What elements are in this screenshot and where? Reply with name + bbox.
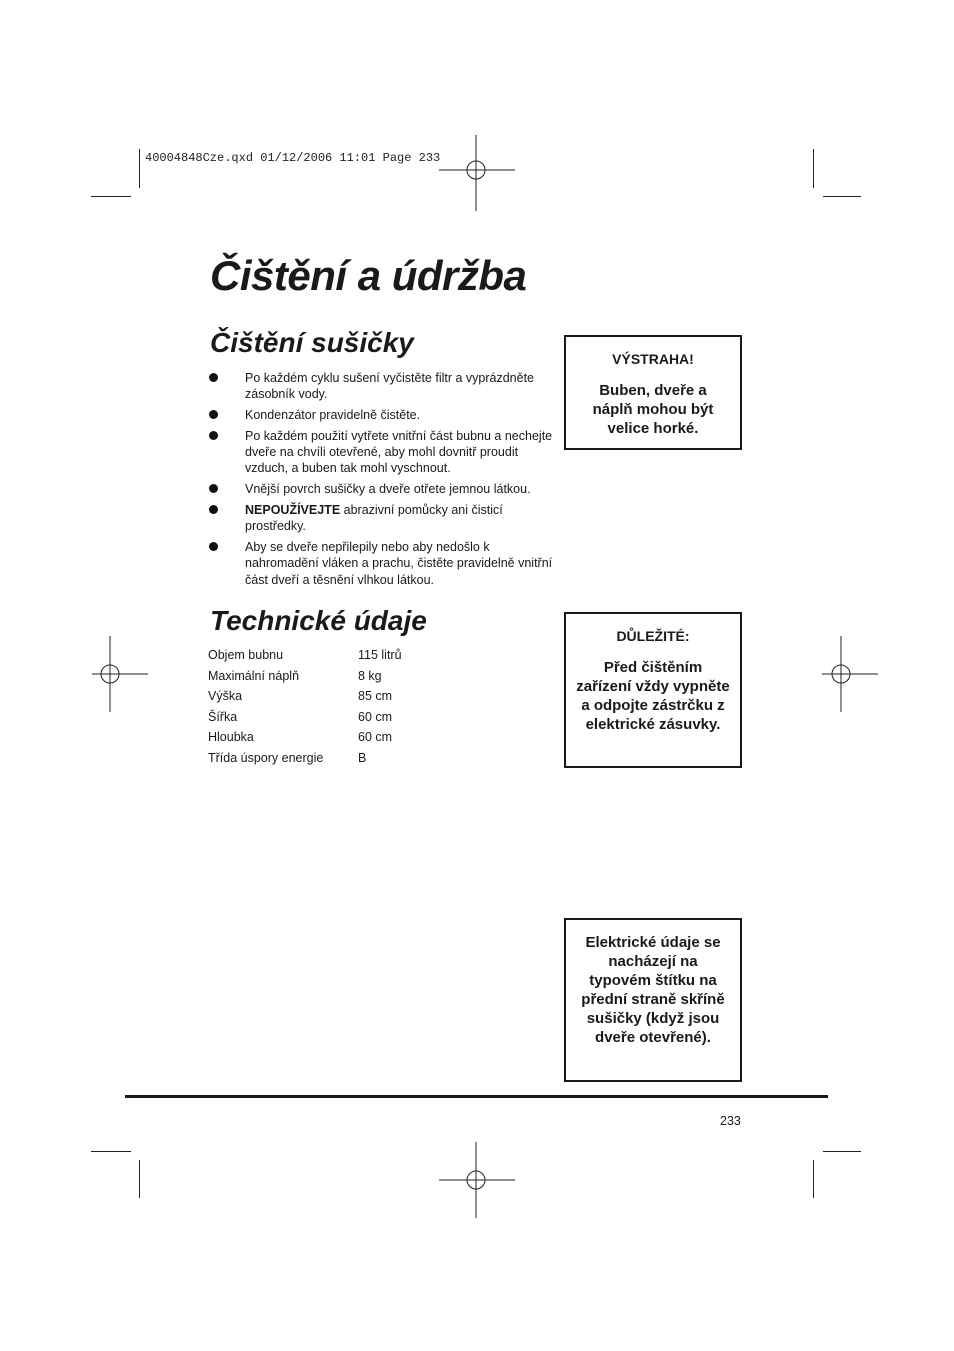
spec-value: 8 kg <box>358 668 382 683</box>
bullet-icon <box>209 431 218 440</box>
list-item <box>208 539 553 588</box>
list-item-text: Vnější povrch sušičky a dveře otřete jemnou látkou. <box>245 482 531 497</box>
registration-mark-icon <box>437 1140 517 1220</box>
spec-table <box>208 648 402 772</box>
list-item-text: Po každém cyklu sušení vyčistěte filtr a vyprázdněte zásobník vody. <box>245 371 535 402</box>
table-row <box>208 751 402 772</box>
list-item <box>208 407 553 423</box>
table-row <box>208 710 402 731</box>
warning-text: Buben, dveře a náplň mohou být velice horké. <box>592 382 714 437</box>
spec-label: Hloubka <box>208 730 254 745</box>
spec-value: B <box>358 750 367 765</box>
crop-mark <box>813 149 814 188</box>
list-item <box>208 502 553 535</box>
spec-label: Šířka <box>208 709 238 724</box>
electrical-info-text: Elektrické údaje se nacházejí na typovém štítku na přední straně skříně sušičky (když jsou dveře otevřené). <box>581 934 725 1046</box>
bullet-icon <box>209 410 218 419</box>
bullet-icon <box>209 484 218 493</box>
important-heading: DŮLEŽITÉ: <box>616 628 690 644</box>
spec-label: Třída úspory energie <box>208 750 324 765</box>
page-number: 233 <box>720 1114 741 1128</box>
bullet-icon <box>209 542 218 551</box>
important-box <box>564 612 742 768</box>
crop-mark <box>823 1151 861 1152</box>
list-item <box>208 481 553 497</box>
spec-label: Výška <box>208 689 243 704</box>
list-item <box>208 370 553 403</box>
footer-rule <box>125 1095 828 1098</box>
crop-mark <box>813 1160 814 1198</box>
bullet-icon <box>209 373 218 382</box>
table-row <box>208 730 402 751</box>
registration-mark-icon <box>90 634 150 714</box>
crop-mark <box>91 1151 131 1152</box>
spec-label: Maximální náplň <box>208 668 300 683</box>
crop-mark <box>823 196 861 197</box>
warning-heading: VÝSTRAHA! <box>612 351 694 367</box>
table-row <box>208 689 402 710</box>
bullet-icon <box>209 505 218 514</box>
list-item-text: Aby se dveře nepřilepily nebo aby nedošlo k nahromadění vláken a prachu, čistěte pravidelně vnitřní část dveří a těsnění vlhkou látkou. <box>245 540 553 587</box>
spec-label: Objem bubnu <box>208 648 284 662</box>
list-item-text: Kondenzátor pravidelně čistěte. <box>245 408 421 423</box>
section-heading-cleaning: Čištění sušičky <box>210 327 414 358</box>
spec-value: 60 cm <box>358 730 393 745</box>
registration-mark-icon <box>820 634 880 714</box>
crop-mark <box>139 149 140 188</box>
table-row <box>208 669 402 690</box>
registration-mark-icon <box>437 133 517 213</box>
file-slug: 40004848Cze.qxd 01/12/2006 11:01 Page 233 <box>145 151 441 165</box>
crop-mark <box>139 1160 140 1198</box>
important-text: Před čištěním zařízení vždy vypněte a odpojte zástrčku z elektrické zásuvky. <box>576 659 730 733</box>
crop-mark <box>91 196 131 197</box>
spec-value: 115 litrů <box>358 648 402 662</box>
warning-box <box>564 335 742 450</box>
spec-value: 85 cm <box>358 689 393 704</box>
list-item-emphasis: NEPOUŽÍVEJTE <box>245 503 341 518</box>
section-heading-tech: Technické údaje <box>210 605 427 636</box>
list-item <box>208 428 553 477</box>
spec-value: 60 cm <box>358 709 393 724</box>
cleaning-list <box>208 370 553 593</box>
list-item-text: Po každém použití vytřete vnitřní část bubnu a nechejte dveře na chvíli otevřené, aby mohl dovnitř proudit vzduch, a buben tak mohl vyschnout. <box>245 428 553 476</box>
list-item-text: abrazivní pomůcky ani čisticí prostředky. <box>245 503 503 534</box>
electrical-info-box <box>564 918 742 1082</box>
table-row <box>208 648 402 669</box>
page-title: Čištění a údržba <box>210 252 527 299</box>
